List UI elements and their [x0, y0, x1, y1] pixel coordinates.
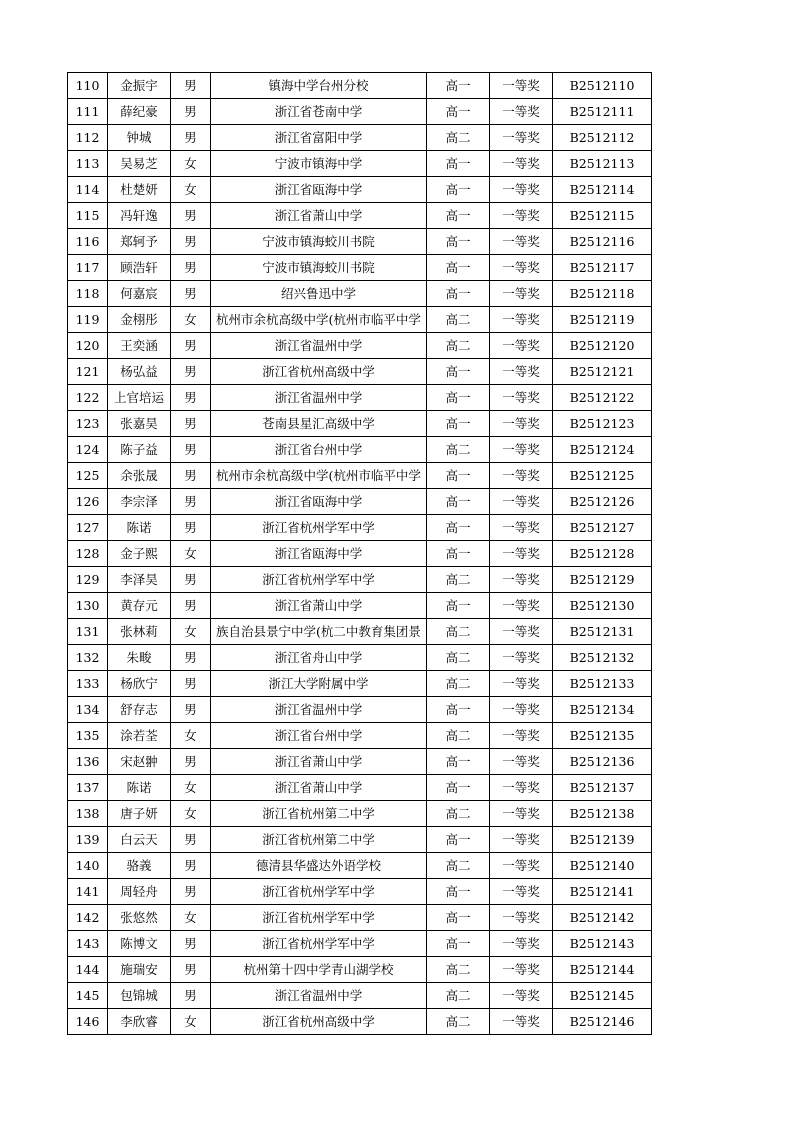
grade-level: 高二 — [427, 853, 490, 879]
certificate-number: B2512127 — [553, 515, 652, 541]
certificate-number: B2512116 — [553, 229, 652, 255]
student-gender: 男 — [171, 567, 211, 593]
grade-level: 高一 — [427, 775, 490, 801]
table-row — [68, 307, 652, 333]
student-gender: 男 — [171, 411, 211, 437]
grade-level: 高一 — [427, 73, 490, 99]
table-row — [68, 177, 652, 203]
award-level: 一等奖 — [490, 99, 553, 125]
student-gender: 男 — [171, 853, 211, 879]
student-name: 白云天 — [108, 827, 171, 853]
table-row — [68, 931, 652, 957]
grade-level: 高二 — [427, 437, 490, 463]
row-number: 124 — [68, 437, 108, 463]
certificate-number: B2512128 — [553, 541, 652, 567]
certificate-number: B2512112 — [553, 125, 652, 151]
student-gender: 女 — [171, 541, 211, 567]
award-level: 一等奖 — [490, 203, 553, 229]
grade-level: 高一 — [427, 879, 490, 905]
award-level: 一等奖 — [490, 749, 553, 775]
grade-level: 高二 — [427, 1009, 490, 1035]
student-name: 陈诺 — [108, 515, 171, 541]
award-level: 一等奖 — [490, 463, 553, 489]
school-name: 镇海中学台州分校 — [211, 73, 427, 99]
student-gender: 男 — [171, 749, 211, 775]
school-name: 杭州市余杭高级中学(杭州市临平中学 — [211, 307, 427, 333]
student-name: 吴易芝 — [108, 151, 171, 177]
student-name: 金振宇 — [108, 73, 171, 99]
certificate-number: B2512145 — [553, 983, 652, 1009]
certificate-number: B2512124 — [553, 437, 652, 463]
certificate-number: B2512110 — [553, 73, 652, 99]
student-name: 杨弘益 — [108, 359, 171, 385]
grade-level: 高一 — [427, 931, 490, 957]
table-row — [68, 723, 652, 749]
row-number: 126 — [68, 489, 108, 515]
award-level: 一等奖 — [490, 281, 553, 307]
student-name: 金栩彤 — [108, 307, 171, 333]
student-gender: 男 — [171, 385, 211, 411]
table-row — [68, 567, 652, 593]
certificate-number: B2512111 — [553, 99, 652, 125]
table-row — [68, 879, 652, 905]
student-gender: 男 — [171, 463, 211, 489]
school-name: 浙江省萧山中学 — [211, 203, 427, 229]
row-number: 137 — [68, 775, 108, 801]
row-number: 133 — [68, 671, 108, 697]
student-name: 周轻舟 — [108, 879, 171, 905]
student-gender: 男 — [171, 645, 211, 671]
grade-level: 高一 — [427, 255, 490, 281]
grade-level: 高二 — [427, 645, 490, 671]
school-name: 浙江省杭州学军中学 — [211, 515, 427, 541]
school-name: 族自治县景宁中学(杭二中教育集团景 — [211, 619, 427, 645]
table-row — [68, 437, 652, 463]
award-level: 一等奖 — [490, 645, 553, 671]
certificate-number: B2512137 — [553, 775, 652, 801]
table-row — [68, 99, 652, 125]
student-name: 余张晟 — [108, 463, 171, 489]
row-number: 138 — [68, 801, 108, 827]
student-gender: 男 — [171, 203, 211, 229]
row-number: 146 — [68, 1009, 108, 1035]
school-name: 浙江省苍南中学 — [211, 99, 427, 125]
student-gender: 男 — [171, 125, 211, 151]
award-level: 一等奖 — [490, 437, 553, 463]
row-number: 143 — [68, 931, 108, 957]
row-number: 129 — [68, 567, 108, 593]
certificate-number: B2512135 — [553, 723, 652, 749]
school-name: 浙江省萧山中学 — [211, 775, 427, 801]
table-row — [68, 489, 652, 515]
student-gender: 女 — [171, 723, 211, 749]
school-name: 宁波市镇海蛟川书院 — [211, 255, 427, 281]
row-number: 140 — [68, 853, 108, 879]
grade-level: 高一 — [427, 385, 490, 411]
award-level: 一等奖 — [490, 385, 553, 411]
award-level: 一等奖 — [490, 775, 553, 801]
student-gender: 男 — [171, 255, 211, 281]
grade-level: 高一 — [427, 827, 490, 853]
certificate-number: B2512126 — [553, 489, 652, 515]
student-gender: 男 — [171, 593, 211, 619]
award-level: 一等奖 — [490, 801, 553, 827]
student-name: 杜楚妍 — [108, 177, 171, 203]
certificate-number: B2512134 — [553, 697, 652, 723]
award-level: 一等奖 — [490, 151, 553, 177]
certificate-number: B2512117 — [553, 255, 652, 281]
certificate-number: B2512132 — [553, 645, 652, 671]
school-name: 浙江省杭州高级中学 — [211, 1009, 427, 1035]
student-gender: 女 — [171, 1009, 211, 1035]
grade-level: 高二 — [427, 723, 490, 749]
student-gender: 男 — [171, 281, 211, 307]
grade-level: 高一 — [427, 905, 490, 931]
school-name: 浙江省台州中学 — [211, 723, 427, 749]
certificate-number: B2512115 — [553, 203, 652, 229]
table-row — [68, 333, 652, 359]
table-row — [68, 827, 652, 853]
table-row — [68, 385, 652, 411]
award-level: 一等奖 — [490, 827, 553, 853]
table-row — [68, 957, 652, 983]
award-list-body — [68, 73, 652, 1035]
student-name: 涂若荃 — [108, 723, 171, 749]
certificate-number: B2512140 — [553, 853, 652, 879]
grade-level: 高二 — [427, 125, 490, 151]
row-number: 114 — [68, 177, 108, 203]
award-level: 一等奖 — [490, 905, 553, 931]
student-name: 朱畯 — [108, 645, 171, 671]
certificate-number: B2512118 — [553, 281, 652, 307]
student-name: 杨欣宁 — [108, 671, 171, 697]
school-name: 浙江省舟山中学 — [211, 645, 427, 671]
table-row — [68, 619, 652, 645]
student-name: 施瑞安 — [108, 957, 171, 983]
school-name: 浙江省富阳中学 — [211, 125, 427, 151]
row-number: 132 — [68, 645, 108, 671]
row-number: 117 — [68, 255, 108, 281]
row-number: 131 — [68, 619, 108, 645]
certificate-number: B2512139 — [553, 827, 652, 853]
table-row — [68, 125, 652, 151]
table-row — [68, 905, 652, 931]
certificate-number: B2512123 — [553, 411, 652, 437]
award-level: 一等奖 — [490, 125, 553, 151]
student-gender: 女 — [171, 905, 211, 931]
student-gender: 男 — [171, 515, 211, 541]
grade-level: 高一 — [427, 203, 490, 229]
student-name: 金子熙 — [108, 541, 171, 567]
grade-level: 高二 — [427, 671, 490, 697]
student-name: 张林莉 — [108, 619, 171, 645]
table-row — [68, 541, 652, 567]
grade-level: 高一 — [427, 463, 490, 489]
grade-level: 高一 — [427, 99, 490, 125]
student-name: 何嘉宸 — [108, 281, 171, 307]
certificate-number: B2512138 — [553, 801, 652, 827]
table-row — [68, 645, 652, 671]
grade-level: 高二 — [427, 307, 490, 333]
student-name: 陈诺 — [108, 775, 171, 801]
student-name: 包锦城 — [108, 983, 171, 1009]
row-number: 113 — [68, 151, 108, 177]
grade-level: 高二 — [427, 619, 490, 645]
table-row — [68, 697, 652, 723]
award-level: 一等奖 — [490, 489, 553, 515]
grade-level: 高一 — [427, 489, 490, 515]
table-row — [68, 359, 652, 385]
table-row — [68, 229, 652, 255]
row-number: 110 — [68, 73, 108, 99]
award-level: 一等奖 — [490, 879, 553, 905]
award-level: 一等奖 — [490, 853, 553, 879]
row-number: 118 — [68, 281, 108, 307]
award-level: 一等奖 — [490, 229, 553, 255]
table-row — [68, 749, 652, 775]
school-name: 浙江省瓯海中学 — [211, 177, 427, 203]
row-number: 112 — [68, 125, 108, 151]
student-name: 上官培运 — [108, 385, 171, 411]
certificate-number: B2512141 — [553, 879, 652, 905]
student-name: 钟城 — [108, 125, 171, 151]
student-name: 张悠然 — [108, 905, 171, 931]
student-gender: 女 — [171, 151, 211, 177]
grade-level: 高一 — [427, 151, 490, 177]
row-number: 142 — [68, 905, 108, 931]
grade-level: 高一 — [427, 411, 490, 437]
table-row — [68, 983, 652, 1009]
student-name: 李欣睿 — [108, 1009, 171, 1035]
student-gender: 男 — [171, 229, 211, 255]
grade-level: 高一 — [427, 359, 490, 385]
certificate-number: B2512121 — [553, 359, 652, 385]
row-number: 120 — [68, 333, 108, 359]
award-level: 一等奖 — [490, 931, 553, 957]
award-level: 一等奖 — [490, 567, 553, 593]
grade-level: 高二 — [427, 567, 490, 593]
student-name: 骆義 — [108, 853, 171, 879]
grade-level: 高二 — [427, 333, 490, 359]
student-name: 顾浩轩 — [108, 255, 171, 281]
certificate-number: B2512125 — [553, 463, 652, 489]
grade-level: 高二 — [427, 957, 490, 983]
school-name: 浙江省杭州学军中学 — [211, 931, 427, 957]
row-number: 139 — [68, 827, 108, 853]
table-row — [68, 281, 652, 307]
certificate-number: B2512114 — [553, 177, 652, 203]
student-name: 舒存志 — [108, 697, 171, 723]
student-name: 唐子妍 — [108, 801, 171, 827]
certificate-number: B2512142 — [553, 905, 652, 931]
grade-level: 高一 — [427, 541, 490, 567]
row-number: 111 — [68, 99, 108, 125]
student-gender: 男 — [171, 489, 211, 515]
award-list-table — [67, 72, 652, 1035]
school-name: 浙江省杭州学军中学 — [211, 905, 427, 931]
certificate-number: B2512144 — [553, 957, 652, 983]
school-name: 浙江省萧山中学 — [211, 593, 427, 619]
award-level: 一等奖 — [490, 177, 553, 203]
table-row — [68, 463, 652, 489]
school-name: 浙江省杭州第二中学 — [211, 827, 427, 853]
student-gender: 男 — [171, 957, 211, 983]
grade-level: 高一 — [427, 593, 490, 619]
certificate-number: B2512119 — [553, 307, 652, 333]
school-name: 绍兴鲁迅中学 — [211, 281, 427, 307]
school-name: 浙江省杭州第二中学 — [211, 801, 427, 827]
table-row — [68, 151, 652, 177]
student-gender: 男 — [171, 697, 211, 723]
certificate-number: B2512146 — [553, 1009, 652, 1035]
student-gender: 女 — [171, 775, 211, 801]
student-gender: 男 — [171, 437, 211, 463]
row-number: 123 — [68, 411, 108, 437]
student-name: 陈子益 — [108, 437, 171, 463]
school-name: 杭州第十四中学青山湖学校 — [211, 957, 427, 983]
table-row — [68, 255, 652, 281]
table-row — [68, 515, 652, 541]
student-gender: 男 — [171, 931, 211, 957]
student-gender: 女 — [171, 619, 211, 645]
student-gender: 男 — [171, 879, 211, 905]
student-gender: 女 — [171, 307, 211, 333]
student-name: 王奕涵 — [108, 333, 171, 359]
school-name: 浙江大学附属中学 — [211, 671, 427, 697]
student-gender: 男 — [171, 99, 211, 125]
school-name: 浙江省台州中学 — [211, 437, 427, 463]
grade-level: 高一 — [427, 229, 490, 255]
student-gender: 男 — [171, 73, 211, 99]
award-level: 一等奖 — [490, 541, 553, 567]
grade-level: 高二 — [427, 801, 490, 827]
school-name: 浙江省瓯海中学 — [211, 541, 427, 567]
table-row — [68, 203, 652, 229]
certificate-number: B2512130 — [553, 593, 652, 619]
school-name: 宁波市镇海中学 — [211, 151, 427, 177]
grade-level: 高一 — [427, 281, 490, 307]
row-number: 144 — [68, 957, 108, 983]
table-row — [68, 775, 652, 801]
school-name: 浙江省杭州高级中学 — [211, 359, 427, 385]
award-level: 一等奖 — [490, 957, 553, 983]
student-gender: 女 — [171, 801, 211, 827]
student-name: 李宗泽 — [108, 489, 171, 515]
row-number: 141 — [68, 879, 108, 905]
certificate-number: B2512122 — [553, 385, 652, 411]
certificate-number: B2512131 — [553, 619, 652, 645]
school-name: 浙江省杭州学军中学 — [211, 879, 427, 905]
row-number: 121 — [68, 359, 108, 385]
row-number: 128 — [68, 541, 108, 567]
row-number: 116 — [68, 229, 108, 255]
award-level: 一等奖 — [490, 619, 553, 645]
table-row — [68, 593, 652, 619]
award-level: 一等奖 — [490, 671, 553, 697]
certificate-number: B2512129 — [553, 567, 652, 593]
row-number: 115 — [68, 203, 108, 229]
grade-level: 高二 — [427, 983, 490, 1009]
award-level: 一等奖 — [490, 359, 553, 385]
grade-level: 高一 — [427, 515, 490, 541]
school-name: 浙江省温州中学 — [211, 697, 427, 723]
award-level: 一等奖 — [490, 983, 553, 1009]
row-number: 122 — [68, 385, 108, 411]
certificate-number: B2512113 — [553, 151, 652, 177]
student-name: 冯轩逸 — [108, 203, 171, 229]
row-number: 135 — [68, 723, 108, 749]
student-gender: 男 — [171, 333, 211, 359]
award-level: 一等奖 — [490, 333, 553, 359]
table-row — [68, 1009, 652, 1035]
student-gender: 男 — [171, 827, 211, 853]
grade-level: 高一 — [427, 177, 490, 203]
row-number: 130 — [68, 593, 108, 619]
student-name: 李泽昊 — [108, 567, 171, 593]
row-number: 136 — [68, 749, 108, 775]
certificate-number: B2512143 — [553, 931, 652, 957]
school-name: 浙江省瓯海中学 — [211, 489, 427, 515]
student-name: 陈博文 — [108, 931, 171, 957]
student-gender: 男 — [171, 671, 211, 697]
student-gender: 男 — [171, 983, 211, 1009]
school-name: 宁波市镇海蛟川书院 — [211, 229, 427, 255]
grade-level: 高一 — [427, 749, 490, 775]
row-number: 127 — [68, 515, 108, 541]
award-level: 一等奖 — [490, 697, 553, 723]
school-name: 杭州市余杭高级中学(杭州市临平中学 — [211, 463, 427, 489]
award-level: 一等奖 — [490, 307, 553, 333]
award-level: 一等奖 — [490, 73, 553, 99]
award-level: 一等奖 — [490, 1009, 553, 1035]
school-name: 浙江省杭州学军中学 — [211, 567, 427, 593]
row-number: 134 — [68, 697, 108, 723]
school-name: 浙江省萧山中学 — [211, 749, 427, 775]
school-name: 德清县华盛达外语学校 — [211, 853, 427, 879]
certificate-number: B2512136 — [553, 749, 652, 775]
row-number: 145 — [68, 983, 108, 1009]
row-number: 125 — [68, 463, 108, 489]
student-gender: 女 — [171, 177, 211, 203]
school-name: 浙江省温州中学 — [211, 333, 427, 359]
student-name: 张嘉昊 — [108, 411, 171, 437]
student-gender: 男 — [171, 359, 211, 385]
table-row — [68, 853, 652, 879]
certificate-number: B2512133 — [553, 671, 652, 697]
table-row — [68, 801, 652, 827]
row-number: 119 — [68, 307, 108, 333]
student-name: 郑轲予 — [108, 229, 171, 255]
grade-level: 高一 — [427, 697, 490, 723]
student-name: 黄存元 — [108, 593, 171, 619]
school-name: 苍南县星汇高级中学 — [211, 411, 427, 437]
table-row — [68, 411, 652, 437]
school-name: 浙江省温州中学 — [211, 385, 427, 411]
award-level: 一等奖 — [490, 255, 553, 281]
award-level: 一等奖 — [490, 515, 553, 541]
certificate-number: B2512120 — [553, 333, 652, 359]
table-row — [68, 73, 652, 99]
award-level: 一等奖 — [490, 411, 553, 437]
table-row — [68, 671, 652, 697]
student-name: 宋赵翀 — [108, 749, 171, 775]
school-name: 浙江省温州中学 — [211, 983, 427, 1009]
award-level: 一等奖 — [490, 723, 553, 749]
award-level: 一等奖 — [490, 593, 553, 619]
student-name: 薛纪豪 — [108, 99, 171, 125]
